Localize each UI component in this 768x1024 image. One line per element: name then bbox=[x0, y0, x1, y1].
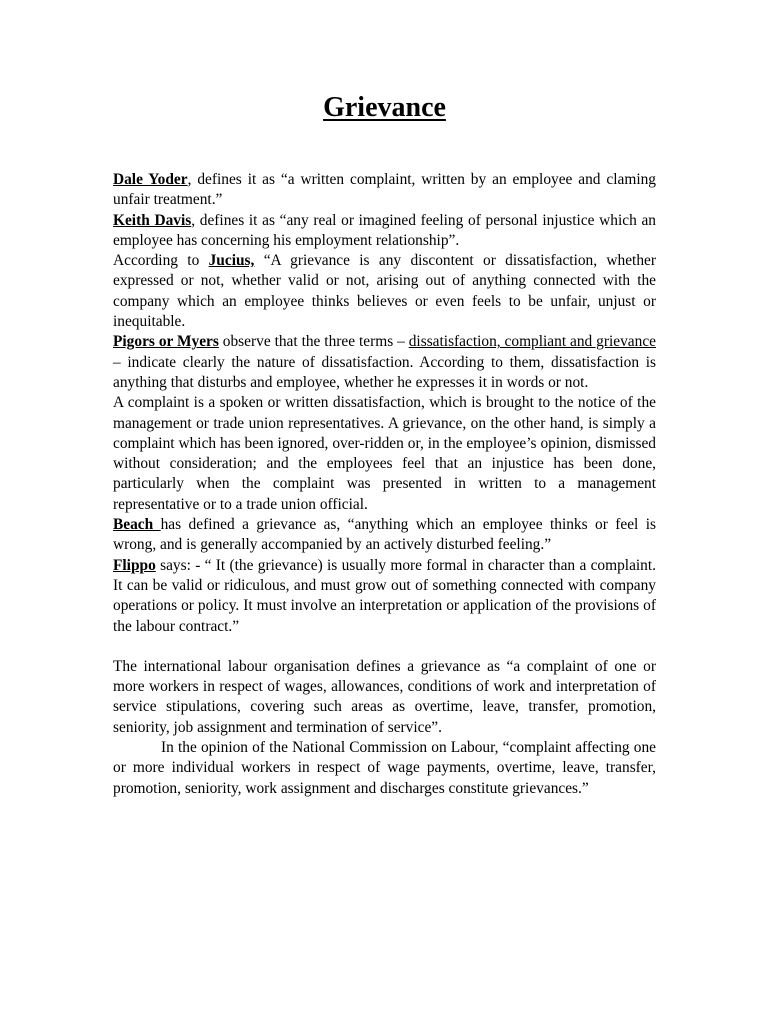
paragraph-flippo bbox=[113, 556, 656, 637]
author-name-keith-davis: Keith Davis bbox=[113, 211, 192, 229]
paragraph-keith-davis bbox=[113, 211, 656, 252]
paragraph-gap bbox=[113, 637, 656, 657]
paragraph-text: has defined a grievance as, “anything which an employee thinks or feel is wrong, and is generally accompanied by an actively disturbed feeling.” bbox=[113, 516, 656, 554]
paragraph-text: According to bbox=[113, 252, 209, 270]
paragraph-ilo: The international labour organisation defines a grievance as “a complaint of one or more workers in respect of wages, allowances, conditions of work and interpretation of service stipulations, covering such areas as overtime, leave, transfer, promotion, seniority, job assignment and termination of service”. bbox=[113, 657, 656, 736]
paragraph-jucius bbox=[113, 251, 656, 332]
author-name-pigors-myers: Pigors or Myers bbox=[113, 333, 219, 351]
paragraph-text: “A grievance is any discontent or dissatisfaction, whether expressed or not, whether valid or not, arising out of anything connected with the company which an employee thinks believes or even feels to be unfair, unjust or inequitable. bbox=[113, 252, 656, 331]
paragraph-national-commission: In the opinion of the National Commission on Labour, “complaint affecting one or more individual workers in respect of wage payments, overtime, leave, transfer, promotion, seniority, work assignment and discharges constitute grievances.” bbox=[113, 739, 656, 797]
paragraph-pigors-myers bbox=[113, 332, 656, 393]
author-name-jucius: Jucius, bbox=[208, 252, 255, 270]
page-title: Grievance bbox=[323, 92, 446, 123]
paragraph-dale-yoder bbox=[113, 170, 656, 211]
paragraph-complaint-definition: A complaint is a spoken or written dissatisfaction, which is brought to the notice of the management or trade union representatives. A grievance, on the other hand, is simply a complaint which has been ignored, over-ridden or, in the employee’s opinion, dismissed without consideration; and the employees feel that an injustice has been done, particularly when the complaint was presented in written to a management representative or to a trade union official. bbox=[113, 394, 656, 513]
paragraph-text: , defines it as “any real or imagined feeling of personal injustice which an employee has concerning his employment relationship”. bbox=[113, 211, 656, 249]
paragraph-text: , defines it as “a written complaint, written by an employee and claming unfair treatment.” bbox=[113, 171, 656, 209]
author-name-flippo: Flippo bbox=[113, 556, 156, 574]
paragraph-text: observe that the three terms – bbox=[218, 333, 409, 351]
paragraph-text: says: - “ It (the grievance) is usually more formal in character than a complaint. It can be valid or ridiculous, and must grow out of something connected with company operations or policy. It must involve an interpretation or application of the provisions of the labour contract.” bbox=[113, 556, 656, 635]
author-name-dale-yoder: Dale Yoder bbox=[113, 171, 188, 188]
paragraph-beach bbox=[113, 515, 656, 556]
author-name-beach: Beach bbox=[113, 516, 161, 534]
underlined-terms: dissatisfaction, compliant and grievance bbox=[408, 333, 656, 351]
paragraph-text: – indicate clearly the nature of dissatisfaction. According to them, dissatisfaction is anything that disturbs and employee, whether he expresses it in words or not. bbox=[113, 353, 656, 391]
document-page bbox=[113, 86, 656, 799]
